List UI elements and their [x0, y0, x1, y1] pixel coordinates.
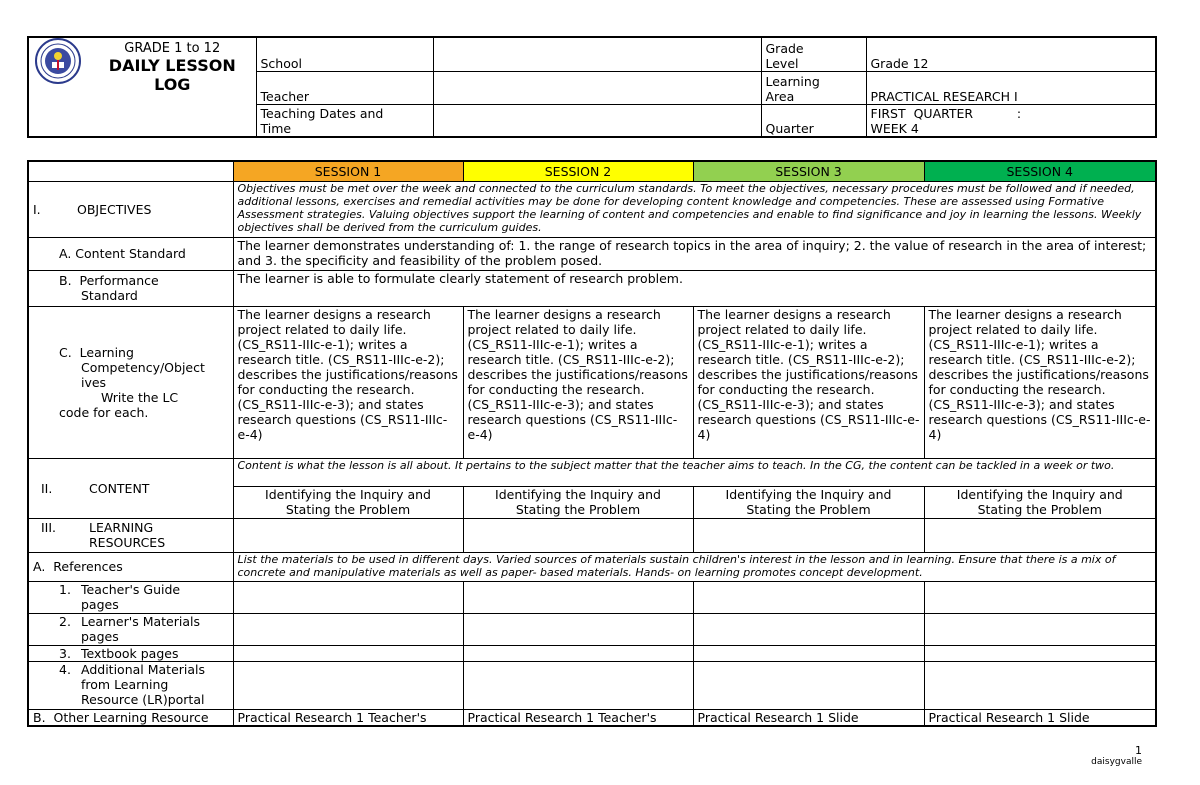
session-corner-cell [28, 161, 233, 181]
tg-cell-3 [693, 581, 924, 613]
lm-cell-1 [233, 613, 463, 645]
tg-cell-4 [924, 581, 1156, 613]
ref-item-learners-materials: 2. Learner's Materials pages [28, 613, 233, 645]
lc-session-2: The learner designs a research project related to daily life. (CS_RS11-IIIc-e-1); writes a research title. (CS_RS11-IIIc-e-2); describes the justifications/reasons for conducting the research. (CS_RS11-IIIc-e-3); and states research questions (CS_RS11-IIIc-e-4) [463, 306, 693, 458]
content-heading: II. CONTENT [28, 458, 233, 518]
am-cell-2 [463, 661, 693, 709]
session-1-header: SESSION 1 [233, 161, 463, 181]
dll-title-line2: LOG [154, 75, 191, 94]
school-label: School [256, 37, 433, 71]
content-topic-2: Identifying the Inquiry and Stating the Problem [463, 486, 693, 518]
learning-competency-label: C. Learning Competency/Object ives Write the LC code for each. [28, 306, 233, 458]
other-resource-4: Practical Research 1 Slide [924, 709, 1156, 726]
other-resource-2: Practical Research 1 Teacher's [463, 709, 693, 726]
other-resource-3: Practical Research 1 Slide [693, 709, 924, 726]
grade-range: GRADE 1 to 12 [124, 41, 221, 56]
content-note: Content is what the lesson is all about. It pertains to the subject matter that the teacher aims to teach. In the CG, the content can be tackled in a week or two. [233, 458, 1156, 486]
quarter-label: Quarter [761, 104, 866, 137]
learning-area-label: Learning Area [761, 71, 866, 104]
tb-cell-4 [924, 645, 1156, 661]
tg-cell-2 [463, 581, 693, 613]
content-topic-4: Identifying the Inquiry and Stating the Problem [924, 486, 1156, 518]
session-2-header: SESSION 2 [463, 161, 693, 181]
lc-session-1: The learner designs a research project related to daily life. (CS_RS11-IIIc-e-1); writes a research title. (CS_RS11-IIIc-e-2); describes the justifications/reasons for conducting the research. (CS_RS11-IIIc-e-3); and states research questions (CS_RS11-IIIc-e-4) [233, 306, 463, 458]
objectives-note: Objectives must be met over the week and connected to the curriculum standards. To meet the objectives, necessary procedures must be followed and if needed, additional lessons, exercises and remedial activities may be done for developing content knowledge and competencies. These are assessed using Formative Assessment strategies. Valuing objectives support the learning of content and competencies and enable to find significance and joy in learning the lessons. Weekly objectives shall be derived from the curriculum guides. [233, 181, 1156, 237]
lr-cell-4 [924, 518, 1156, 552]
learning-area-value[interactable]: PRACTICAL RESEARCH I [866, 71, 1156, 104]
tb-cell-3 [693, 645, 924, 661]
dll-title-line1: DAILY LESSON [108, 56, 236, 75]
tg-cell-1 [233, 581, 463, 613]
content-standard-text: The learner demonstrates understanding of: 1. the range of research topics in the area of inquiry; 2. the value of research in the area of interest; and 3. the specificity and feasibility of the problem posed. [233, 237, 1156, 270]
lm-cell-3 [693, 613, 924, 645]
objectives-heading: I. OBJECTIVES [28, 181, 233, 237]
grade-level-value[interactable]: Grade 12 [866, 37, 1156, 71]
teaching-dates-label: Teaching Dates and Time [256, 104, 433, 137]
tb-cell-1 [233, 645, 463, 661]
lm-cell-4 [924, 613, 1156, 645]
lr-cell-3 [693, 518, 924, 552]
quarter-value[interactable]: FIRST QUARTER : WEEK 4 [866, 104, 1156, 137]
ref-item-teachers-guide: 1. Teacher's Guide pages [28, 581, 233, 613]
performance-standard-text: The learner is able to formulate clearly statement of research problem. [233, 270, 1156, 306]
other-resource-1: Practical Research 1 Teacher's [233, 709, 463, 726]
content-standard-label: A. Content Standard [28, 237, 233, 270]
page-number: 1 [1135, 744, 1142, 757]
other-resource-label: B. Other Learning Resource [28, 709, 233, 726]
lr-cell-1 [233, 518, 463, 552]
learning-resources-heading: III. LEARNING RESOURCES [28, 518, 233, 552]
content-topic-1: Identifying the Inquiry and Stating the Problem [233, 486, 463, 518]
title-block [28, 37, 256, 137]
performance-standard-label: B. Performance Standard [28, 270, 233, 306]
grade-level-label: Grade Level [761, 37, 866, 71]
references-label: A. References [28, 552, 233, 581]
lm-cell-2 [463, 613, 693, 645]
school-value[interactable] [433, 37, 761, 71]
am-cell-3 [693, 661, 924, 709]
teaching-dates-value[interactable] [433, 104, 761, 137]
teacher-value[interactable] [433, 71, 761, 104]
ref-item-additional-materials: 4. Additional Materials from Learning Resource (LR)portal [28, 661, 233, 709]
lc-session-4: The learner designs a research project related to daily life. (CS_RS11-IIIc-e-1); writes a research title. (CS_RS11-IIIc-e-2); describes the justifications/reasons for conducting the research. (CS_RS11-IIIc-e-3); and states research questions (CS_RS11-IIIc-e-4) [924, 306, 1156, 458]
session-3-header: SESSION 3 [693, 161, 924, 181]
session-4-header: SESSION 4 [924, 161, 1156, 181]
am-cell-4 [924, 661, 1156, 709]
lr-cell-2 [463, 518, 693, 552]
lesson-log-table [27, 160, 1157, 727]
header-table [27, 36, 1157, 138]
ref-item-textbook: 3. Textbook pages [28, 645, 233, 661]
content-topic-3: Identifying the Inquiry and Stating the Problem [693, 486, 924, 518]
teacher-label: Teacher [256, 71, 433, 104]
am-cell-1 [233, 661, 463, 709]
author-name: daisygvalle [1091, 757, 1142, 767]
lc-session-3: The learner designs a research project related to daily life. (CS_RS11-IIIc-e-1); writes a research title. (CS_RS11-IIIc-e-2); describes the justifications/reasons for conducting the research. (CS_RS11-IIIc-e-3); and states research questions (CS_RS11-IIIc-e-4) [693, 306, 924, 458]
tb-cell-2 [463, 645, 693, 661]
references-note: List the materials to be used in different days. Varied sources of materials sustain children's interest in the lesson and in learning. Ensure that there is a mix of concrete and manipulative materials as well as paper- based materials. Hands- on learning promotes concept development. [233, 552, 1156, 581]
